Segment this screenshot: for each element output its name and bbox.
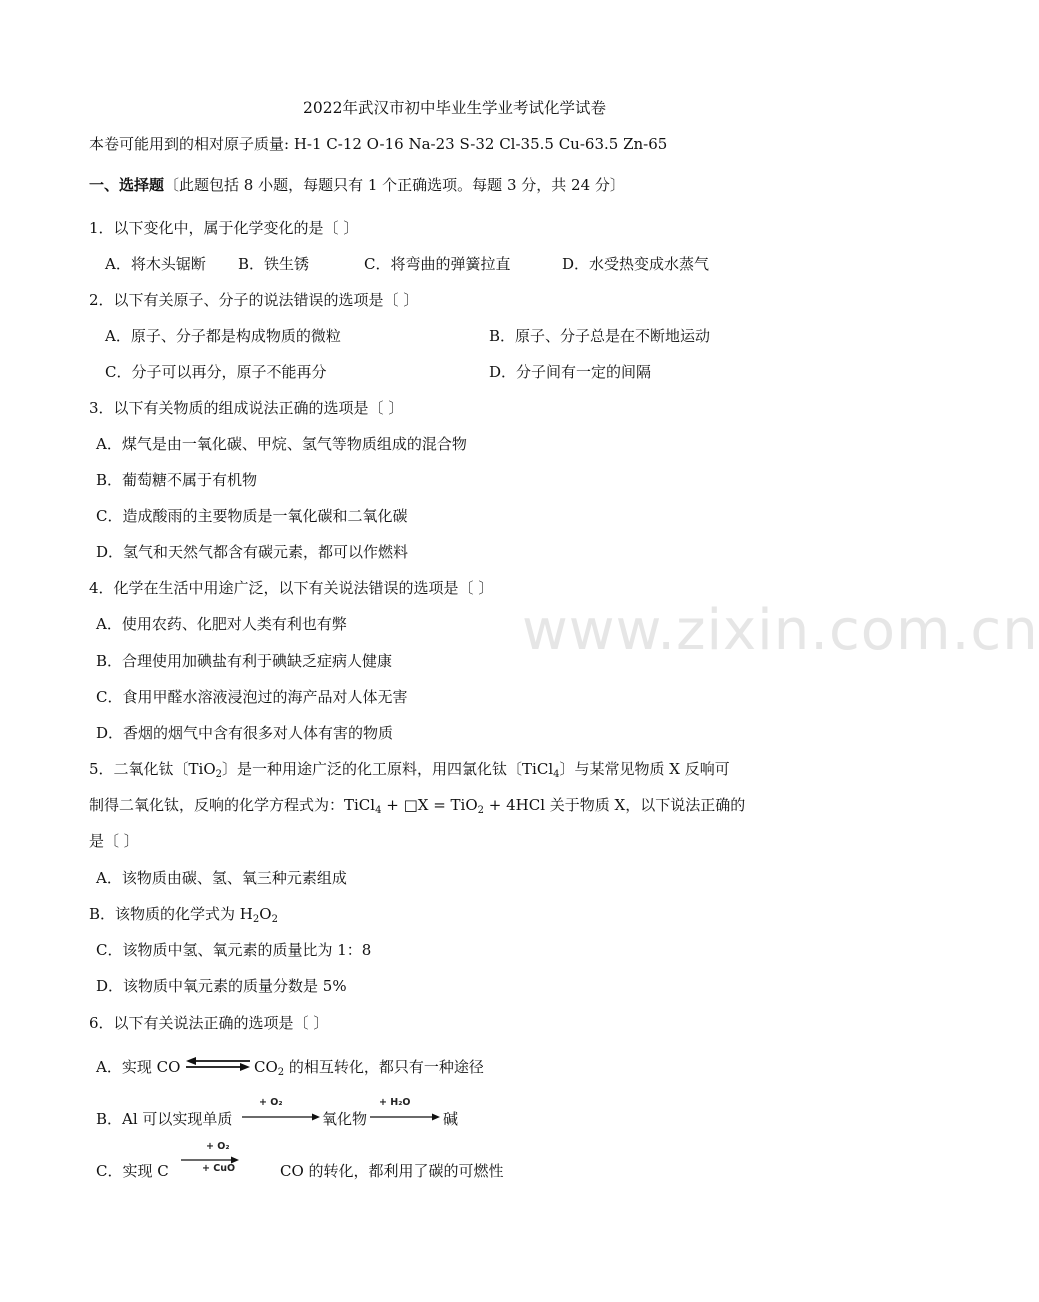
question-6-option-b-end: 碱: [443, 1110, 459, 1128]
question-6-stem: 6．以下有关说法正确的选项是〔 〕: [89, 1014, 329, 1032]
question-1-stem: 1．以下变化中，属于化学变化的是〔 〕: [89, 219, 359, 237]
q6-option-a-text: CO: [254, 1058, 278, 1076]
subscript: 4: [553, 769, 560, 780]
question-6-option-c-start: C．实现 C: [96, 1162, 169, 1180]
arrow-right-icon: [370, 1112, 440, 1122]
double-arrow-icon: [186, 1057, 250, 1071]
question-3-option-a: A．煤气是由一氧化碳、甲烷、氢气等物质组成的混合物: [96, 435, 467, 453]
section-heading-label: 一、选择题: [89, 176, 165, 194]
question-6-option-b-start: B．Al 可以实现单质: [96, 1110, 233, 1128]
watermark: www.zixin.com.cn: [522, 598, 1039, 663]
question-4-option-d: D．香烟的烟气中含有很多对人体有害的物质: [96, 724, 394, 742]
q5-option-b-text: B．该物质的化学式为 H: [89, 905, 253, 923]
question-1-option-c: C．将弯曲的弹簧拉直: [364, 255, 511, 273]
reagent-cuo-label: + CuO: [202, 1163, 236, 1174]
question-5-line-3: 是〔 〕: [89, 832, 139, 850]
question-5-line-2: [89, 795, 745, 815]
question-2-option-b: B．原子、分子总是在不断地运动: [489, 327, 711, 345]
question-3-stem: 3．以下有关物质的组成说法正确的选项是〔 〕: [89, 399, 404, 417]
q5-text: 〕与某常见物质 X 反响可: [559, 760, 730, 778]
question-6-option-a-start: A．实现 CO: [96, 1058, 181, 1076]
question-4-option-c: C．食用甲醛水溶液浸泡过的海产品对人体无害: [96, 688, 408, 706]
reagent-o2-label: + O₂: [259, 1097, 283, 1108]
q5-text: + 4HCl 关于物质 X，以下说法正确的: [484, 796, 746, 814]
q6-option-a-text: 的相互转化，都只有一种途径: [284, 1058, 484, 1076]
question-2-option-d: D．分子间有一定的间隔: [489, 363, 652, 381]
q5-text: 〕是一种用途广泛的化工原料，用四氯化钛〔TiCl: [222, 760, 554, 778]
q5-option-b-text: O: [259, 905, 272, 923]
question-5-line-1: [89, 759, 730, 779]
question-4-option-a: A．使用农药、化肥对人类有利也有弊: [96, 615, 347, 633]
question-6-option-c-end: CO 的转化，都利用了碳的可燃性: [280, 1162, 504, 1180]
subscript: 2: [271, 914, 278, 925]
question-3-option-b: B．葡萄糖不属于有机物: [96, 471, 258, 489]
q5-text: 制得二氧化钛，反响的化学方程式为：TiCl: [89, 796, 376, 814]
question-5-option-b: [89, 904, 278, 924]
subscript: 4: [375, 805, 382, 816]
question-1-option-d: D．水受热变成水蒸气: [562, 255, 710, 273]
section-heading-desc: 〔此题包括 8 小题，每题只有 1 个正确选项。每题 3 分，共 24 分〕: [164, 176, 625, 194]
arrow-right-icon: [242, 1112, 320, 1122]
question-2-option-a: A．原子、分子都是构成物质的微粒: [105, 327, 341, 345]
question-2-option-c: C．分子可以再分，原子不能再分: [105, 363, 327, 381]
reagent-h2o-label: + H₂O: [379, 1097, 411, 1108]
q5-text: 5．二氧化钛〔TiO: [89, 760, 216, 778]
question-6-option-a-end: [254, 1057, 484, 1077]
section-heading: [89, 175, 625, 195]
subscript: 2: [477, 805, 485, 816]
question-5-option-a: A．该物质由碳、氢、氧三种元素组成: [96, 869, 347, 887]
subscript: 2: [215, 769, 223, 780]
question-5-option-c: C．该物质中氢、氧元素的质量比为 1：8: [96, 941, 372, 959]
question-1-option-b: B．铁生锈: [238, 255, 310, 273]
question-4-option-b: B．合理使用加碘盐有利于碘缺乏症病人健康: [96, 652, 393, 670]
question-3-option-c: C．造成酸雨的主要物质是一氧化碳和二氧化碳: [96, 507, 408, 525]
question-3-option-d: D．氢气和天然气都含有碳元素，都可以作燃料: [96, 543, 409, 561]
subscript: 2: [252, 914, 260, 925]
atomic-masses: 本卷可能用到的相对原子质量: H-1 C-12 O-16 Na-23 S-32 Cl-35.5 Cu-63.5 Zn-65: [89, 135, 668, 153]
question-2-stem: 2．以下有关原子、分子的说法错误的选项是〔 〕: [89, 291, 419, 309]
exam-title: 2022年武汉市初中毕业生学业考试化学试卷: [303, 99, 606, 117]
reagent-o2-label: + O₂: [206, 1141, 230, 1152]
question-6-option-b-middle: 氧化物: [322, 1110, 368, 1128]
question-5-option-d: D．该物质中氧元素的质量分数是 5%: [96, 977, 347, 995]
q5-text: + □X = TiO: [381, 796, 478, 814]
subscript: 2: [277, 1067, 285, 1078]
question-1-option-a: A．将木头锯断: [105, 255, 206, 273]
question-4-stem: 4．化学在生活中用途广泛，以下有关说法错误的选项是〔 〕: [89, 579, 494, 597]
